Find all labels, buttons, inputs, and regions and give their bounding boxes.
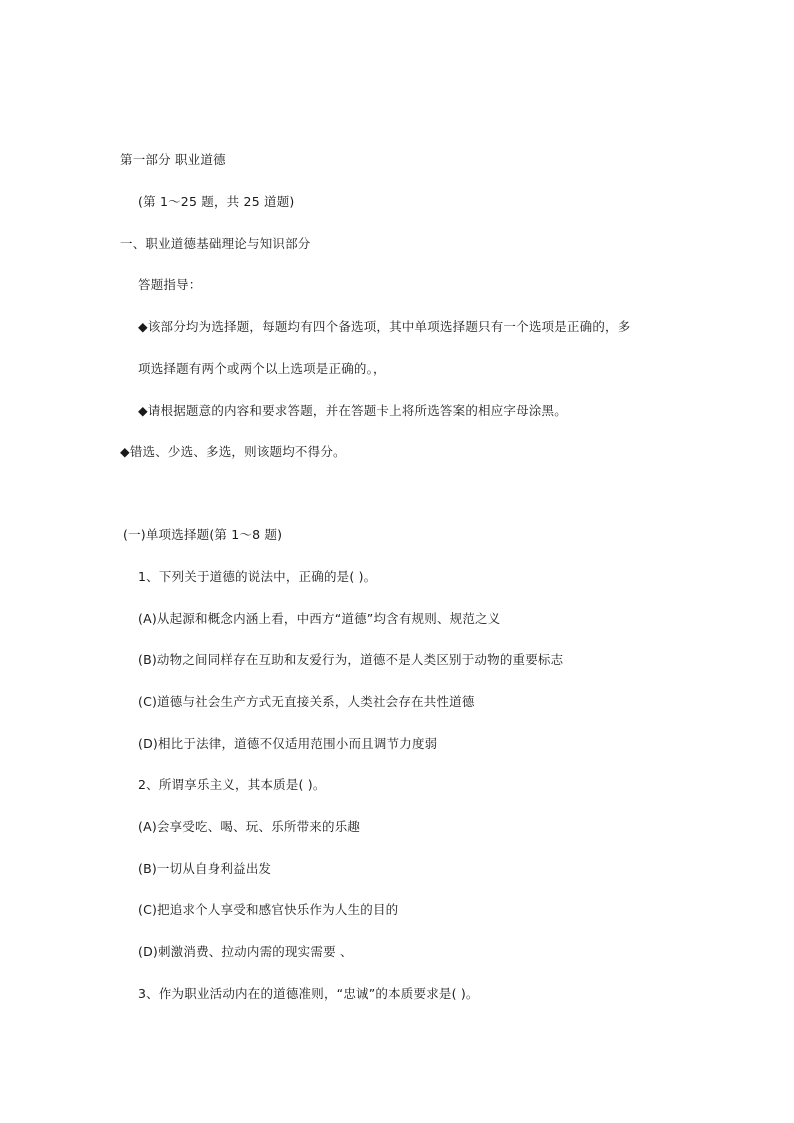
instruction-item-3: ◆错选、少选、多选，则该题均不得分。	[120, 444, 346, 459]
question-2-option-c: (C)把追求个人享受和感官快乐作为人生的目的	[138, 902, 399, 917]
instruction-item-1-line-2: 项选择题有两个或两个以上选项是正确的。，	[138, 361, 386, 376]
part-title: 第一部分 职业道德	[120, 152, 226, 167]
question-3-stem: 3、作为职业活动内在的道德准则，“忠诚”的本质要求是( )。	[138, 986, 479, 1001]
question-2-option-b: (B)一切从自身利益出发	[138, 861, 272, 876]
instruction-item-2: ◆请根据题意的内容和要求答题，并在答题卡上将所选答案的相应字母涂黑。	[138, 403, 567, 418]
subsection-title: (一)单项选择题(第 1～8 题)	[123, 527, 283, 542]
question-1-option-d: (D)相比于法律，道德不仅适用范围小而且调节力度弱	[138, 736, 438, 751]
section-title: 一、职业道德基础理论与知识部分	[120, 236, 311, 251]
instruction-item-1-line-1: ◆该部分均为选择题，每题均有四个备选项，其中单项选择题只有一个选项是正确的，多	[138, 319, 631, 334]
question-2-stem: 2、所谓享乐主义，其本质是( )。	[138, 777, 326, 792]
part-scope: (第 1～25 题，共 25 道题)	[138, 194, 295, 209]
instructions-heading: 答题指导：	[138, 277, 202, 292]
question-1-option-b: (B)动物之间同样存在互助和友爱行为，道德不是人类区别于动物的重要标志	[138, 652, 564, 667]
question-1-option-c: (C)道德与社会生产方式无直接关系，人类社会存在共性道德	[138, 694, 475, 709]
question-1-option-a: (A)从起源和概念内涵上看，中西方“道德”均含有规则、规范之义	[138, 611, 501, 626]
question-2-option-a: (A)会享受吃、喝、玩、乐所带来的乐趣	[138, 819, 361, 834]
question-2-option-d: (D)刺激消费、拉动内需的现实需要 、	[138, 944, 353, 959]
question-1-stem: 1、下列关于道德的说法中，正确的是( )。	[138, 569, 377, 584]
